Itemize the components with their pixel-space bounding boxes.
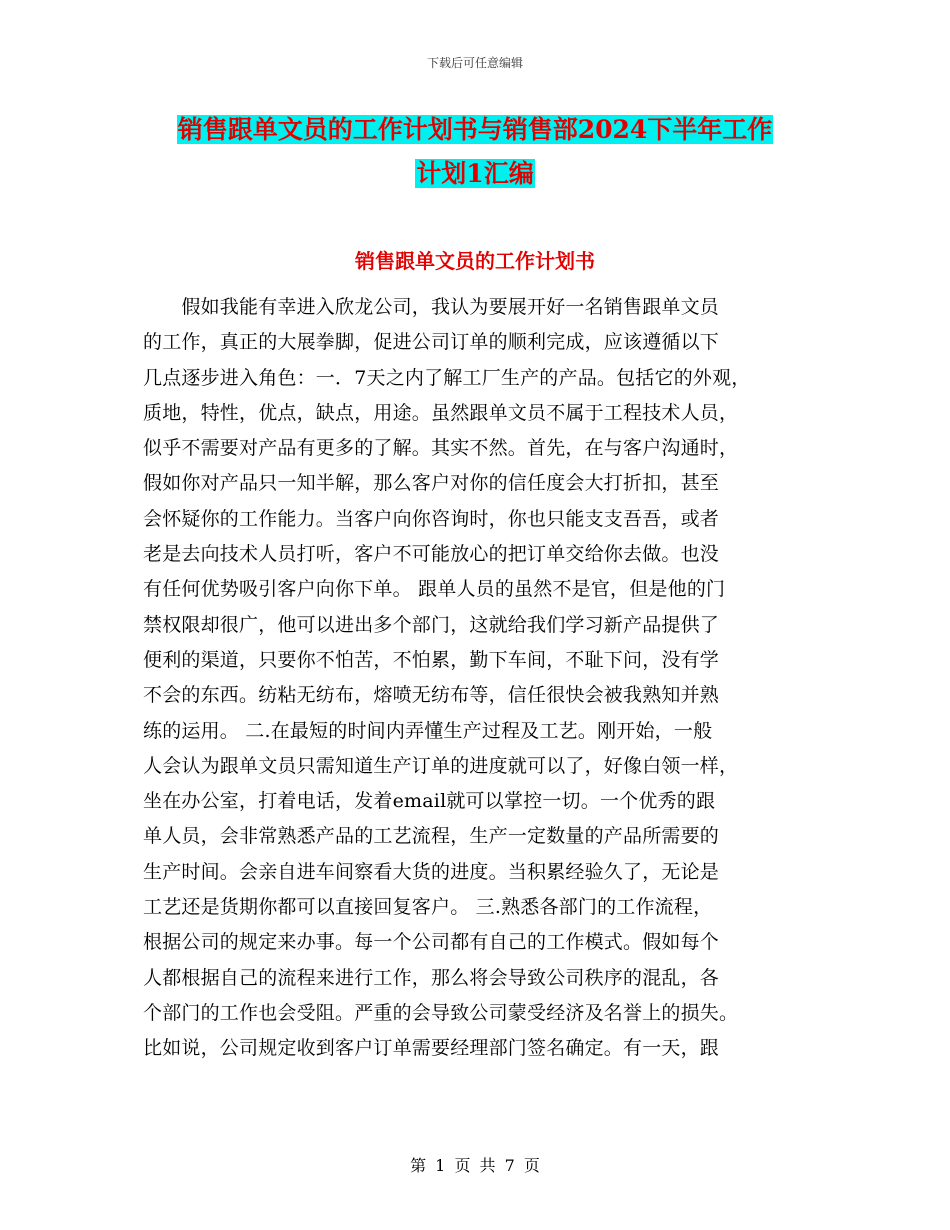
section-title: 销售跟单文员的工作计划书	[355, 249, 595, 273]
page-footer: 第 1 页 共 7 页	[410, 1156, 540, 1175]
body-line: 假如你对产品只一知半解，那么客户对你的信任度会大打折扣，甚至	[143, 472, 720, 495]
body-line: 禁权限却很广，他可以进出多个部门，这就给我们学习新产品提供了	[143, 613, 720, 636]
body-line: 个部门的工作也会受阻。严重的会导致公司蒙受经济及名誉上的损失。	[143, 1001, 739, 1024]
body-line: 不会的东西。纺粘无纺布，熔喷无纺布等，信任很快会被我熟知并熟	[143, 684, 720, 707]
body-line: 工艺还是货期你都可以直接回复客户。 三.熟悉各部门的工作流程，	[143, 896, 713, 919]
body-line: 练的运用。 二.在最短的时间内弄懂生产过程及工艺。刚开始，一般	[143, 719, 713, 742]
body-line: 老是去向技术人员打听，客户不可能放心的把订单交给你去做。也没	[143, 543, 720, 566]
body-line: 会怀疑你的工作能力。当客户向你咨询时，你也只能支支吾吾，或者	[143, 507, 720, 530]
body-line: 便利的渠道，只要你不怕苦，不怕累，勤下车间，不耻下问，没有学	[143, 648, 720, 671]
body-line: 人都根据自己的流程来进行工作，那么将会导致公司秩序的混乱，各	[143, 966, 720, 989]
body-line: 质地，特性，优点，缺点，用途。虽然跟单文员不属于工程技术人员，	[143, 401, 739, 424]
body-line: 生产时间。会亲自进车间察看大货的进度。当积累经验久了，无论是	[143, 860, 720, 883]
header-note: 下载后可任意编辑	[426, 56, 523, 70]
body-line: 假如我能有幸进入欣龙公司，我认为要展开好一名销售跟单文员	[143, 296, 720, 318]
body-line: 比如说，公司规定收到客户订单需要经理部门签名确定。有一天，跟	[143, 1037, 720, 1060]
body-text	[143, 290, 823, 1067]
body-line: 坐在办公室，打着电话，发着email就可以掌控一切。一个优秀的跟	[143, 790, 716, 813]
document-title-line-1: 销售跟单文员的工作计划书与销售部2024下半年工作	[177, 115, 773, 144]
body-line: 几点逐步进入角色：一．7天之内了解工厂生产的产品。包括它的外观，	[143, 366, 751, 389]
body-line: 人会认为跟单文员只需知道生产订单的进度就可以了，好像白领一样，	[143, 754, 739, 777]
document-title-line-2: 计划1汇编	[416, 159, 534, 188]
body-line: 根据公司的规定来办事。每一个公司都有自己的工作模式。假如每个	[143, 931, 720, 954]
body-line: 单人员，会非常熟悉产品的工艺流程，生产一定数量的产品所需要的	[143, 825, 720, 848]
body-line: 的工作，真正的大展拳脚，促进公司订单的顺利完成，应该遵循以下	[143, 331, 720, 354]
body-line: 有任何优势吸引客户向你下单。 跟单人员的虽然不是官，但是他的门	[143, 578, 726, 601]
body-line: 似乎不需要对产品有更多的了解。其实不然。首先，在与客户沟通时，	[143, 437, 739, 460]
